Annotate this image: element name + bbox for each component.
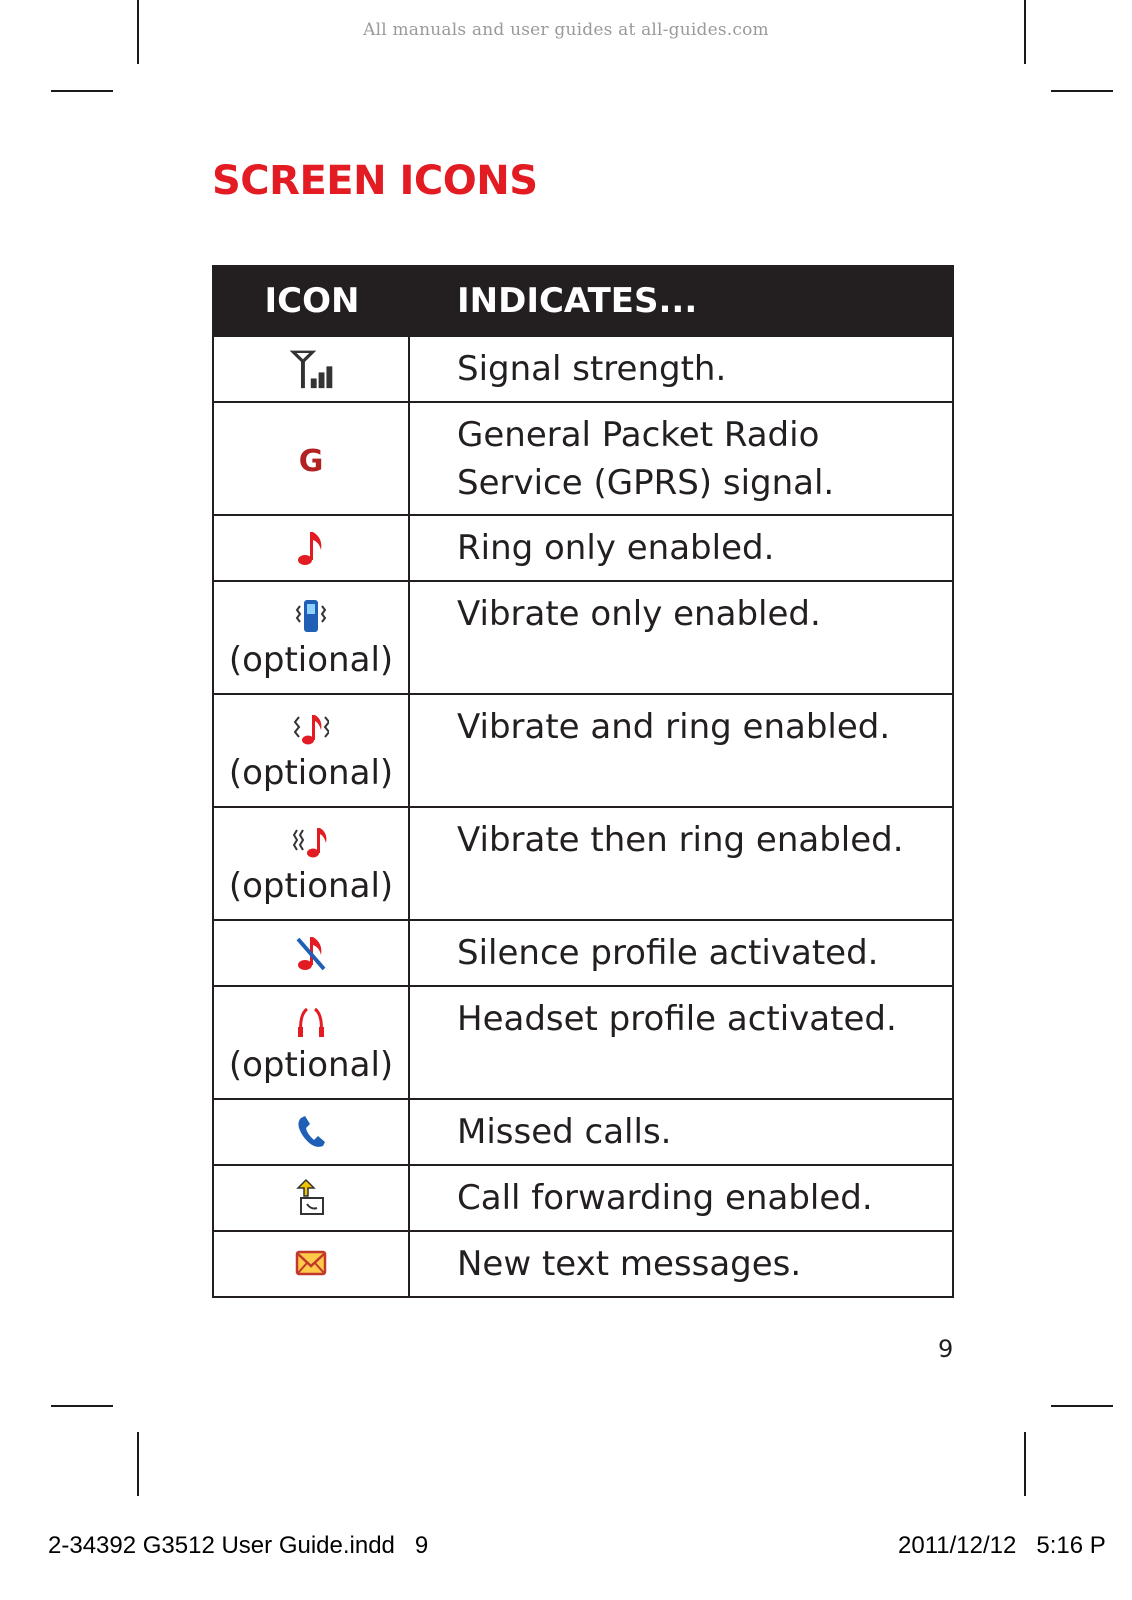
header-indicates: INDICATES... xyxy=(457,281,698,321)
optional-label: (optional) xyxy=(228,640,394,680)
table-row xyxy=(214,580,952,693)
silence-icon xyxy=(293,933,329,973)
headset-icon xyxy=(293,1001,329,1041)
header-icon: ICON xyxy=(264,281,360,321)
table-row xyxy=(214,401,952,514)
table-row xyxy=(214,693,952,806)
ring-icon xyxy=(293,528,329,568)
screen-icons-table xyxy=(212,265,954,1298)
signal-strength-icon xyxy=(279,347,343,391)
row-text: Vibrate and ring enabled. xyxy=(457,707,891,747)
table-row xyxy=(214,1230,952,1296)
table-header xyxy=(214,267,952,335)
missed-call-icon xyxy=(293,1112,329,1152)
table-row xyxy=(214,919,952,985)
message-icon xyxy=(293,1244,329,1284)
footer-left: 2-34392 G3512 User Guide.indd 9 xyxy=(48,1532,429,1559)
watermark: All manuals and user guides at all-guides.com xyxy=(363,20,769,40)
crop-mark xyxy=(51,1405,113,1407)
call-forward-icon xyxy=(293,1178,329,1218)
table-row xyxy=(214,806,952,919)
svg-text:G: G xyxy=(298,443,324,479)
row-text: Headset profile activated. xyxy=(457,999,897,1039)
row-text: Missed calls. xyxy=(457,1112,672,1152)
vibrate-ring-icon xyxy=(293,709,329,749)
crop-mark xyxy=(1051,90,1113,92)
footer-right: 2011/12/12 5:16 P xyxy=(898,1532,1106,1559)
table-row xyxy=(214,985,952,1098)
row-text: Ring only enabled. xyxy=(457,528,775,568)
row-text-line: Service (GPRS) signal. xyxy=(457,463,835,503)
row-text-line: General Packet Radio xyxy=(457,415,820,455)
table-row xyxy=(214,1164,952,1230)
crop-mark xyxy=(137,1432,139,1496)
row-text: Silence profile activated. xyxy=(457,933,879,973)
row-text: Vibrate only enabled. xyxy=(457,594,821,634)
row-text: Signal strength. xyxy=(457,349,727,389)
table-row xyxy=(214,335,952,401)
table-row xyxy=(214,1098,952,1164)
crop-mark xyxy=(1024,1432,1026,1496)
crop-mark xyxy=(51,90,113,92)
optional-label: (optional) xyxy=(228,866,394,906)
gprs-icon xyxy=(293,439,329,479)
vibrate-icon xyxy=(293,596,329,636)
row-text: Call forwarding enabled. xyxy=(457,1178,873,1218)
table-row xyxy=(214,514,952,580)
page-number: 9 xyxy=(938,1335,954,1363)
row-text: New text messages. xyxy=(457,1244,802,1284)
crop-mark xyxy=(1051,1405,1113,1407)
row-text: Vibrate then ring enabled. xyxy=(457,820,904,860)
vibrate-then-ring-icon xyxy=(293,822,329,862)
page-title: SCREEN ICONS xyxy=(212,158,538,204)
optional-label: (optional) xyxy=(228,753,394,793)
optional-label: (optional) xyxy=(228,1045,394,1085)
